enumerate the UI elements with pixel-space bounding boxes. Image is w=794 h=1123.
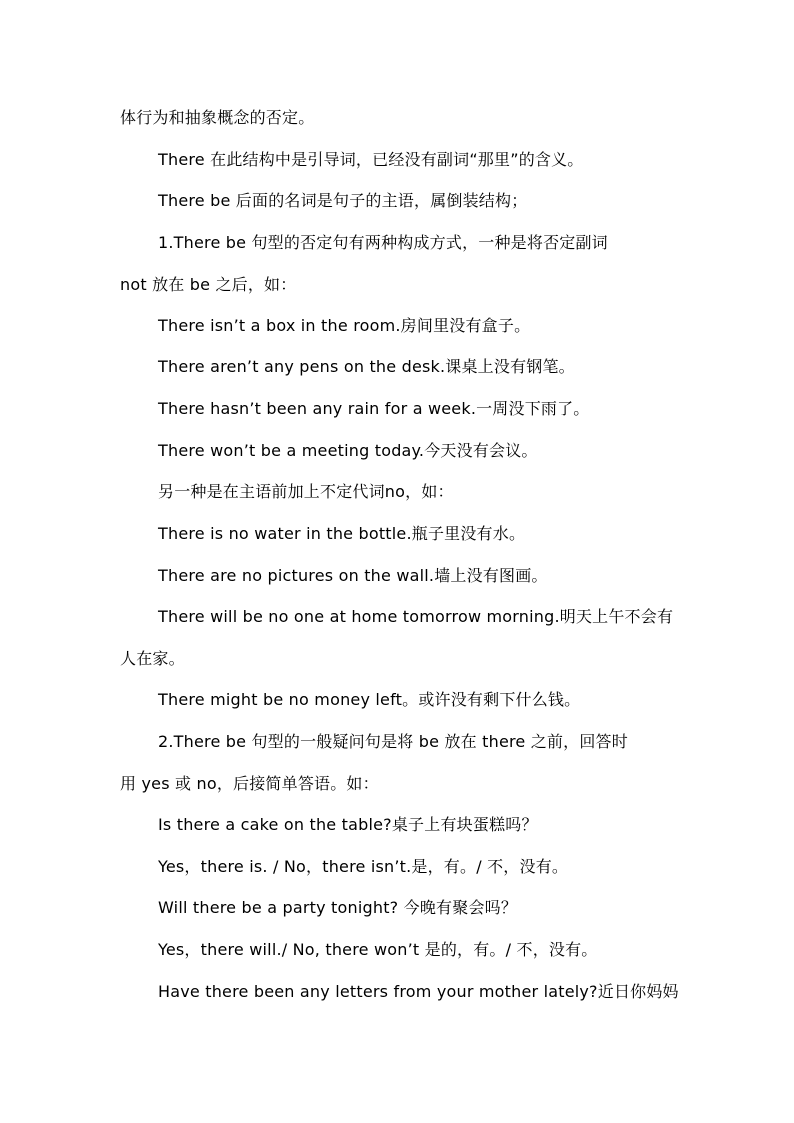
text-line-1: 体行为和抽象概念的否定。	[120, 108, 315, 127]
text-line-19: Yes，there is. / No，there isn’t.是，有。/ 不，没有。	[158, 857, 569, 876]
text-line-2: There 在此结构中是引导词，已经没有副词“那里”的含义。	[158, 150, 584, 169]
text-line-10: 另一种是在主语前加上不定代词no，如：	[158, 482, 454, 501]
text-line-15: There might be no money left。或许没有剩下什么钱。	[158, 690, 581, 709]
text-line-9: There won’t be a meeting today.今天没有会议。	[158, 441, 538, 460]
text-line-17: 用 yes 或 no，后接简单答语。如：	[120, 774, 379, 793]
text-line-6: There isn’t a box in the room.房间里没有盒子。	[158, 316, 531, 335]
text-line-22: Have there been any letters from your mother lately?近日你妈妈	[158, 982, 679, 1001]
text-line-8: There hasn’t been any rain for a week.一周没下雨了。	[158, 399, 590, 418]
text-line-21: Yes，there will./ No, there won’t 是的，有。/ 不，没有。	[158, 940, 598, 959]
text-line-14: 人在家。	[120, 649, 185, 668]
text-line-20: Will there be a party tonight? 今晚有聚会吗？	[158, 898, 518, 917]
text-line-5: not 放在 be 之后，如：	[120, 275, 297, 294]
text-line-12: There are no pictures on the wall.墙上没有图画。	[158, 566, 548, 585]
text-line-7: There aren’t any pens on the desk.课桌上没有钢笔。	[158, 357, 575, 376]
text-line-16: 2.There be 句型的一般疑问句是将 be 放在 there 之前，回答时	[158, 732, 628, 751]
text-line-11: There is no water in the bottle.瓶子里没有水。	[158, 524, 526, 543]
text-line-3: There be 后面的名词是句子的主语，属倒装结构；	[158, 191, 528, 210]
text-line-13: There will be no one at home tomorrow morning.明天上午不会有	[158, 607, 674, 626]
text-line-4: 1.There be 句型的否定句有两种构成方式，一种是将否定副词	[158, 233, 608, 252]
text-line-18: Is there a cake on the table?桌子上有块蛋糕吗？	[158, 815, 538, 834]
